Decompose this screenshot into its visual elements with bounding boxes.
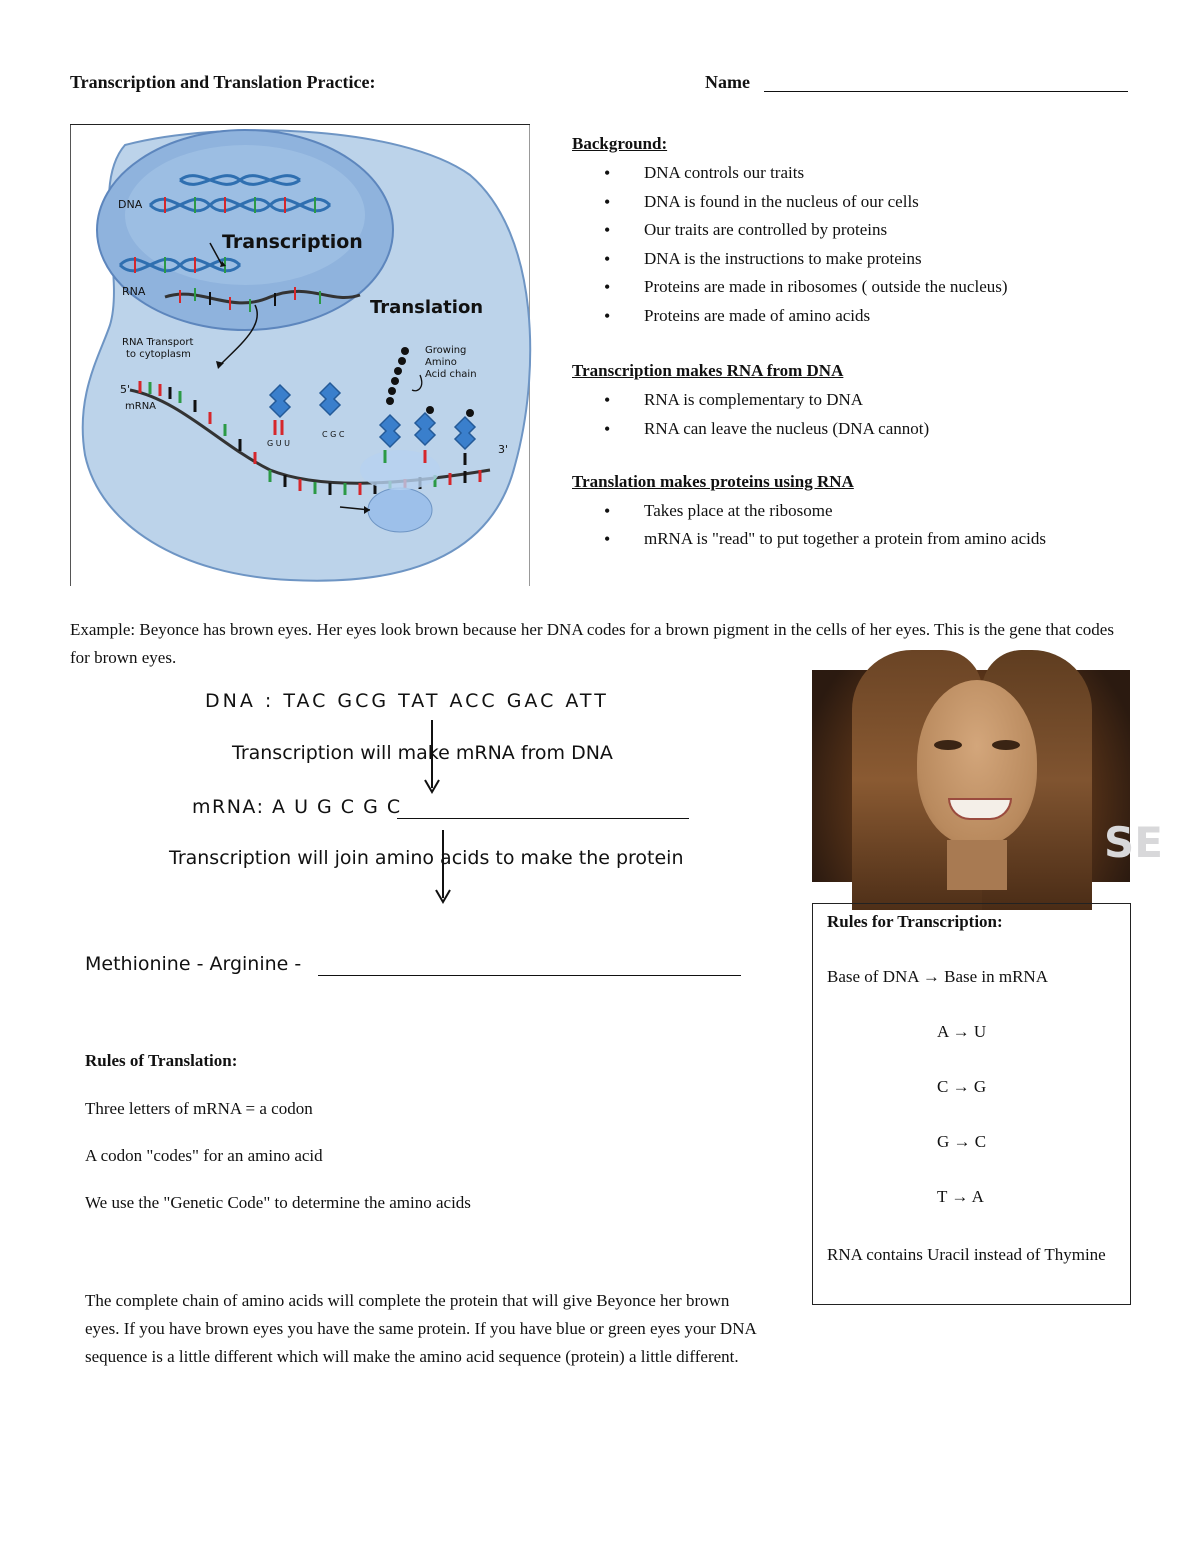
diagram-label-transcription: Transcription — [222, 231, 363, 253]
base-pair: A → U — [937, 1022, 987, 1041]
list-item: • Proteins are made in ribosomes ( outside the nucleus) — [572, 273, 1132, 302]
right-eye — [992, 740, 1020, 750]
translation-step: Transcription will join amino acids to make the protein — [169, 847, 684, 869]
list-item: • DNA controls our traits — [572, 159, 1132, 188]
base-pair: T → A — [937, 1187, 984, 1206]
uracil-note: RNA contains Uracil instead of Thymine — [827, 1245, 1106, 1264]
diagram-label-translation: Translation — [370, 297, 484, 318]
list-item: • Takes place at the ribosome — [572, 497, 1112, 526]
rules-translation-line: A codon "codes" for an amino acid — [85, 1146, 323, 1165]
diagram-label-trna-b: C G C — [322, 430, 345, 439]
name-field[interactable] — [764, 91, 1128, 92]
page-title: Transcription and Translation Practice: — [70, 72, 376, 92]
rules-transcription-heading: Rules for Transcription: — [827, 912, 1003, 931]
transcription-list — [572, 386, 1132, 443]
transcription-heading: Transcription makes RNA from DNA — [572, 361, 844, 380]
down-arrow-icon — [433, 830, 453, 906]
diagram-label-rna-transport: RNA Transport to cytoplasm — [122, 337, 194, 360]
rules-translation-heading: Rules of Translation: — [85, 1051, 238, 1070]
transcription-step: Transcription will make mRNA from DNA — [232, 742, 613, 764]
list-item: • DNA is the instructions to make proteins — [572, 245, 1132, 274]
name-label: Name — [705, 72, 750, 92]
diagram-label-dna: DNA — [118, 198, 143, 211]
base-pair: G → C — [937, 1132, 987, 1151]
list-item: • mRNA is "read" to put together a protein from amino acids — [572, 526, 1112, 552]
list-item: • RNA is complementary to DNA — [572, 386, 1132, 415]
list-item: • Our traits are controlled by proteins — [572, 216, 1132, 245]
dna-sequence: DNA : TAC GCG TAT ACC GAC ATT — [205, 690, 609, 712]
background-heading: Background: — [572, 134, 668, 153]
rules-translation-line: We use the "Genetic Code" to determine the amino acids — [85, 1193, 471, 1212]
diagram-label-5prime: 5' — [120, 383, 131, 396]
diagram-label-rna: RNA — [122, 285, 146, 298]
list-item: • DNA is found in the nucleus of our cells — [572, 188, 1132, 217]
beyonce-photo — [812, 670, 1163, 882]
left-eye — [934, 740, 962, 750]
cell-diagram — [70, 124, 530, 586]
base-pair: C → G — [937, 1077, 987, 1096]
translation-heading: Translation makes proteins using RNA — [572, 472, 854, 491]
background-list — [572, 159, 1132, 330]
list-item: • Proteins are made of amino acids — [572, 302, 1132, 331]
mrna-line: mRNA: A U G C G C — [192, 796, 402, 818]
rules-transcription-box — [812, 903, 1131, 1305]
mrna-answer-field[interactable] — [397, 818, 689, 819]
list-item: • RNA can leave the nucleus (DNA cannot) — [572, 415, 1132, 444]
example-text: Example: Beyonce has brown eyes. Her eyes look brown because her DNA codes for a brown pigment in the cells of her eyes. This is the gene that codes for brown eyes. — [70, 620, 1114, 667]
rules-translation-line: Three letters of mRNA = a codon — [85, 1099, 313, 1118]
protein-answer-field[interactable] — [318, 975, 741, 976]
diagram-label-growing-chain: Growing Amino Acid chain — [425, 345, 477, 380]
diagram-label-trna-a: G U U — [267, 439, 290, 448]
diagram-label-3prime: 3' — [498, 443, 509, 456]
closing-paragraph: The complete chain of amino acids will complete the protein that will give Beyonce her brown eyes. If you have brown eyes you have the same protein. If you have blue or green eyes your DNA sequence is a little different which will make the amino acid sequence (protein) a little different. — [85, 1291, 756, 1366]
face — [917, 680, 1037, 845]
backdrop-lettering: SE — [1104, 818, 1163, 867]
translation-list — [572, 497, 1112, 552]
diagram-label-mrna: mRNA — [125, 401, 157, 412]
protein-line: Methionine - Arginine - — [85, 953, 302, 975]
mapping-header: Base of DNA → Base in mRNA — [827, 967, 1048, 986]
down-arrow-icon — [422, 720, 442, 796]
ribosome — [368, 488, 432, 532]
